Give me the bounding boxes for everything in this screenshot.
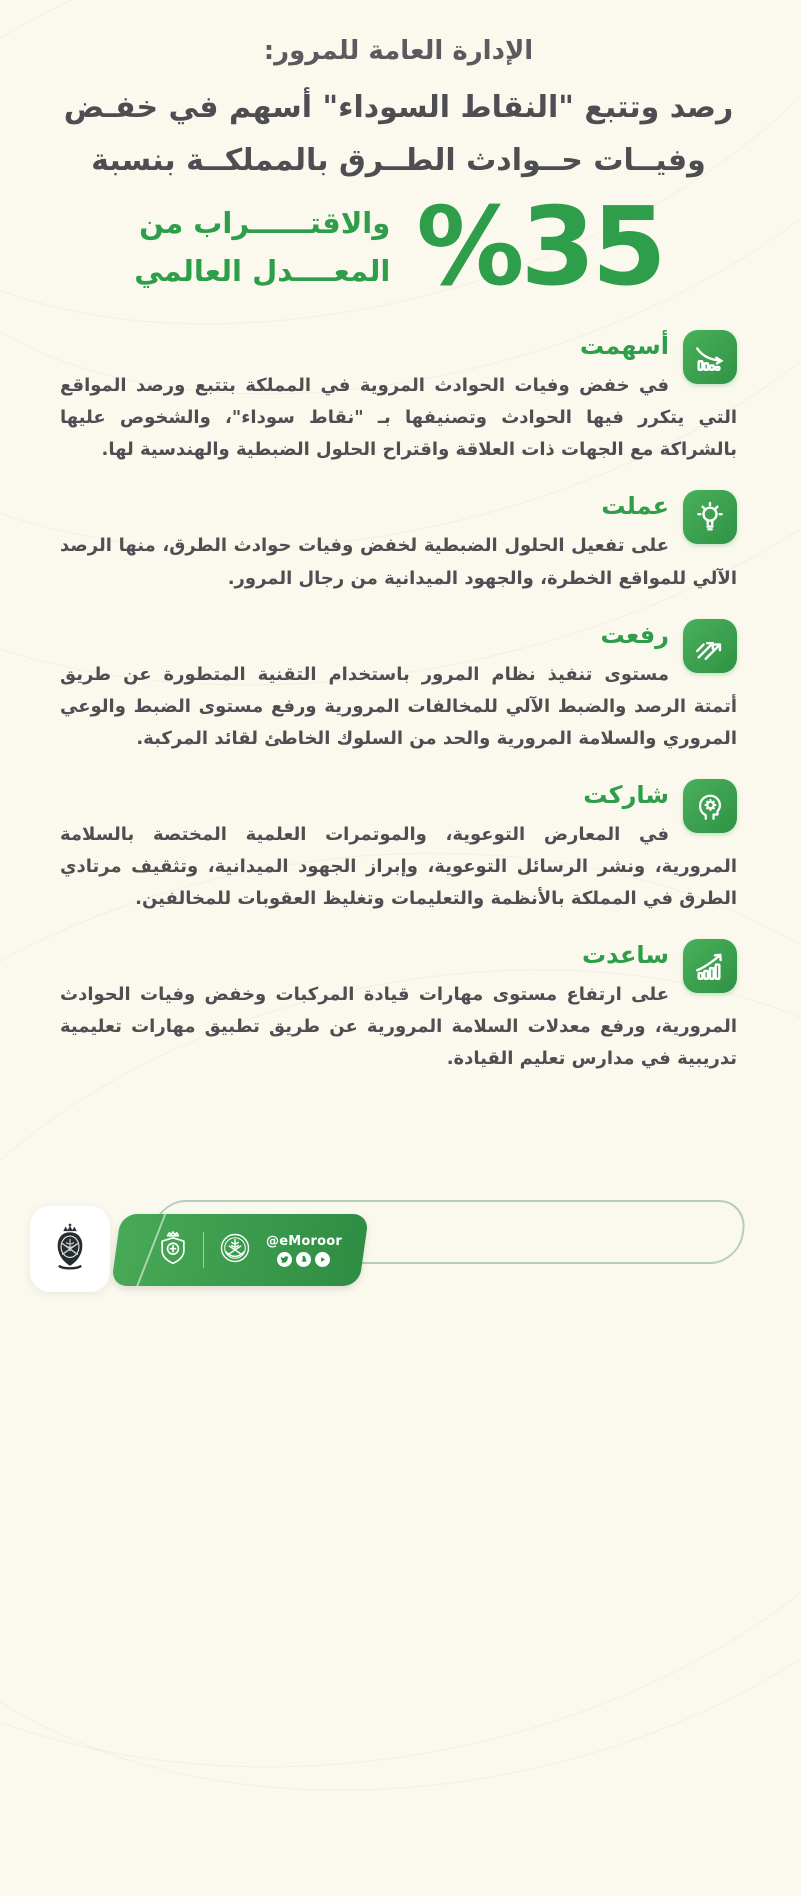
- banner-divider: [203, 1232, 204, 1268]
- section-body: على ارتفاع مستوى مهارات قيادة المركبات وخفض وفيات الحوادث المرورية، ورفع معدلات السلامة المرورية عن طريق تطبيق مهارات تعليمية تدريبية في مدارس تعليم القيادة.: [60, 983, 737, 1069]
- footer: [0, 1192, 801, 1312]
- section-title: رفعت: [600, 620, 669, 649]
- section-title: ساعدت: [582, 940, 669, 969]
- snapchat-icon[interactable]: [296, 1252, 311, 1267]
- footer-banner: [111, 1214, 369, 1286]
- section-participated: [60, 779, 737, 915]
- approach-text: [134, 200, 390, 296]
- section-body: في المعارض التوعوية، والموتمرات العلمية المختصة بالسلامة المرورية، ونشر الرسائل التوعوية، وإبراز الجهود الميدانية، وتثقيف مرتادي الطرق في المملكة بالأنظمة والتعليمات وتغليظ العقوبات للمخالفين.: [60, 823, 737, 909]
- growth-chart-icon: [683, 939, 737, 993]
- head-gear-icon: [683, 779, 737, 833]
- approach-line1: والاقتــــــراب من: [139, 205, 391, 240]
- traffic-police-badge: [156, 1229, 190, 1271]
- sections-list: [60, 330, 737, 1074]
- section-title: أسهمت: [579, 332, 669, 361]
- section-worked: [60, 490, 737, 594]
- header: [60, 36, 737, 310]
- stat-row: [60, 185, 737, 310]
- rising-arrows-icon: [683, 619, 737, 673]
- section-title: شاركت: [583, 780, 669, 809]
- percent-value: %35: [416, 185, 663, 310]
- social-block: [266, 1234, 342, 1267]
- declining-chart-icon: [683, 330, 737, 384]
- headline-line1: رصد وتتبع "النقاط السوداء" أسهم في خفـض: [63, 90, 734, 125]
- banner-content: [116, 1214, 364, 1286]
- section-body: مستوى تنفيذ نظام المرور باستخدام التقنية المتطورة عن طريق أتمتة الرصد والضبط الآلي للمخالفات المرورية ورفع مستوى الضبط والوعي المروري والسلامة المرورية والحد من السلوك الخاطئ لقائد المركبة.: [60, 663, 737, 749]
- headline-line2: وفيــات حــوادث الطــرق بالمملكــة بنسبة: [91, 142, 706, 178]
- section-helped: [60, 939, 737, 1075]
- approach-line2: المعــــدل العالمي: [134, 253, 391, 288]
- youtube-icon[interactable]: [315, 1252, 330, 1267]
- public-security-emblem: [30, 1206, 110, 1292]
- section-body: على تفعيل الحلول الضبطية لخفض وفيات حوادث الطرق، منها الرصد الآلي للمواقع الخطرة، والجهود الميدانية من رجال المرور.: [60, 535, 737, 589]
- lightbulb-icon: [683, 490, 737, 544]
- social-handle[interactable]: @eMoroor: [266, 1233, 342, 1249]
- twitter-icon[interactable]: [277, 1252, 292, 1267]
- section-body: في خفض وفيات الحوادث المروية في المملكة بتتبع ورصد المواقع التي يتكرر فيها الحوادث وتصنيفها بـ "نقاط سوداء"، والشخوص عليها بالشراكة مع الجهات ذات العلاقة واقتراح الحلول الضبطية والهندسية لها.: [60, 375, 737, 461]
- org-title: الإدارة العامة للمرور:: [263, 36, 534, 66]
- section-raised: [60, 619, 737, 755]
- social-icons-row: [277, 1252, 330, 1267]
- section-title: عملت: [601, 492, 669, 521]
- ministry-of-interior-emblem: [217, 1230, 253, 1270]
- section-contributed: [60, 330, 737, 466]
